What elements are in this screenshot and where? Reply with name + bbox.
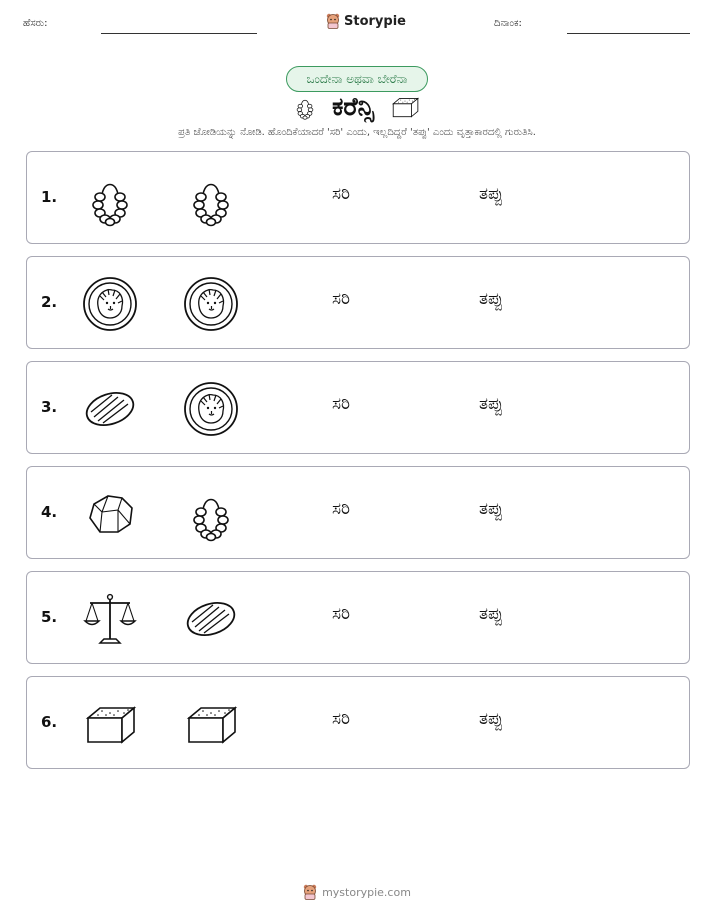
rock-icon [82,486,138,542]
oval-bead-icon [183,591,239,647]
brand-logo [326,13,406,29]
footer-url[interactable]: mystorypie.com [322,885,411,899]
date-line[interactable] [567,33,690,34]
row-number: 2. [41,293,58,311]
date-label: ದಿನಾಂಕ: [494,18,522,29]
option-correct[interactable]: ಸರಿ [332,184,351,204]
row-number: 3. [41,398,58,416]
option-wrong[interactable]: ತಪ್ಪು [479,289,504,309]
footer [0,884,714,900]
option-wrong[interactable]: ತಪ್ಪು [479,604,504,624]
row-number: 4. [41,503,58,521]
bear-mascot-icon [303,884,317,900]
option-wrong[interactable]: ತಪ್ಪು [479,499,504,519]
lion-coin-icon [183,381,239,437]
option-correct[interactable]: ಸರಿ [332,709,351,729]
title-row [0,92,714,122]
necklace-icon [183,486,239,542]
question-row-6 [26,676,690,769]
worksheet-type-badge: ಒಂದೇನಾ ಅಥವಾ ಬೇರೆನಾ [286,66,428,92]
option-correct[interactable]: ಸರಿ [332,604,351,624]
question-row-5 [26,571,690,664]
name-label: ಹೆಸರು: [23,18,48,29]
question-row-4 [26,466,690,559]
brand-name: Storypie [344,13,406,29]
question-row-1 [26,151,690,244]
scale-icon [82,591,138,647]
row-number: 6. [41,713,58,731]
brick-icon [183,696,239,752]
brick-icon [82,696,138,752]
option-correct[interactable]: ಸರಿ [332,289,351,309]
option-correct[interactable]: ಸರಿ [332,499,351,519]
option-wrong[interactable]: ತಪ್ಪು [479,184,504,204]
option-correct[interactable]: ಸರಿ [332,394,351,414]
question-row-2 [26,256,690,349]
brick-icon [388,92,422,122]
option-wrong[interactable]: ತಪ್ಪು [479,394,504,414]
necklace-icon [292,94,318,120]
lion-coin-icon [82,276,138,332]
name-line[interactable] [101,33,257,34]
row-number: 5. [41,608,58,626]
page-title: ಕರೆನ್ಸಿ [332,92,374,121]
option-wrong[interactable]: ತಪ್ಪು [479,709,504,729]
question-row-3 [26,361,690,454]
instructions: ಪ್ರತಿ ಜೋಡಿಯನ್ನು ನೋಡಿ. ಹೊಂದಿಕೆಯಾದರೆ 'ಸರಿ' ಎಂದು, ಇಲ್ಲದಿದ್ದರೆ 'ತಪ್ಪು' ಎಂದು ವೃತ್ತಾಕಾರದಲ್ಲಿ ಗುರುತಿಸಿ. [178,127,536,138]
necklace-icon [183,171,239,227]
lion-coin-icon [183,276,239,332]
row-number: 1. [41,188,58,206]
bear-mascot-icon [326,13,340,29]
oval-bead-icon [82,381,138,437]
necklace-icon [82,171,138,227]
